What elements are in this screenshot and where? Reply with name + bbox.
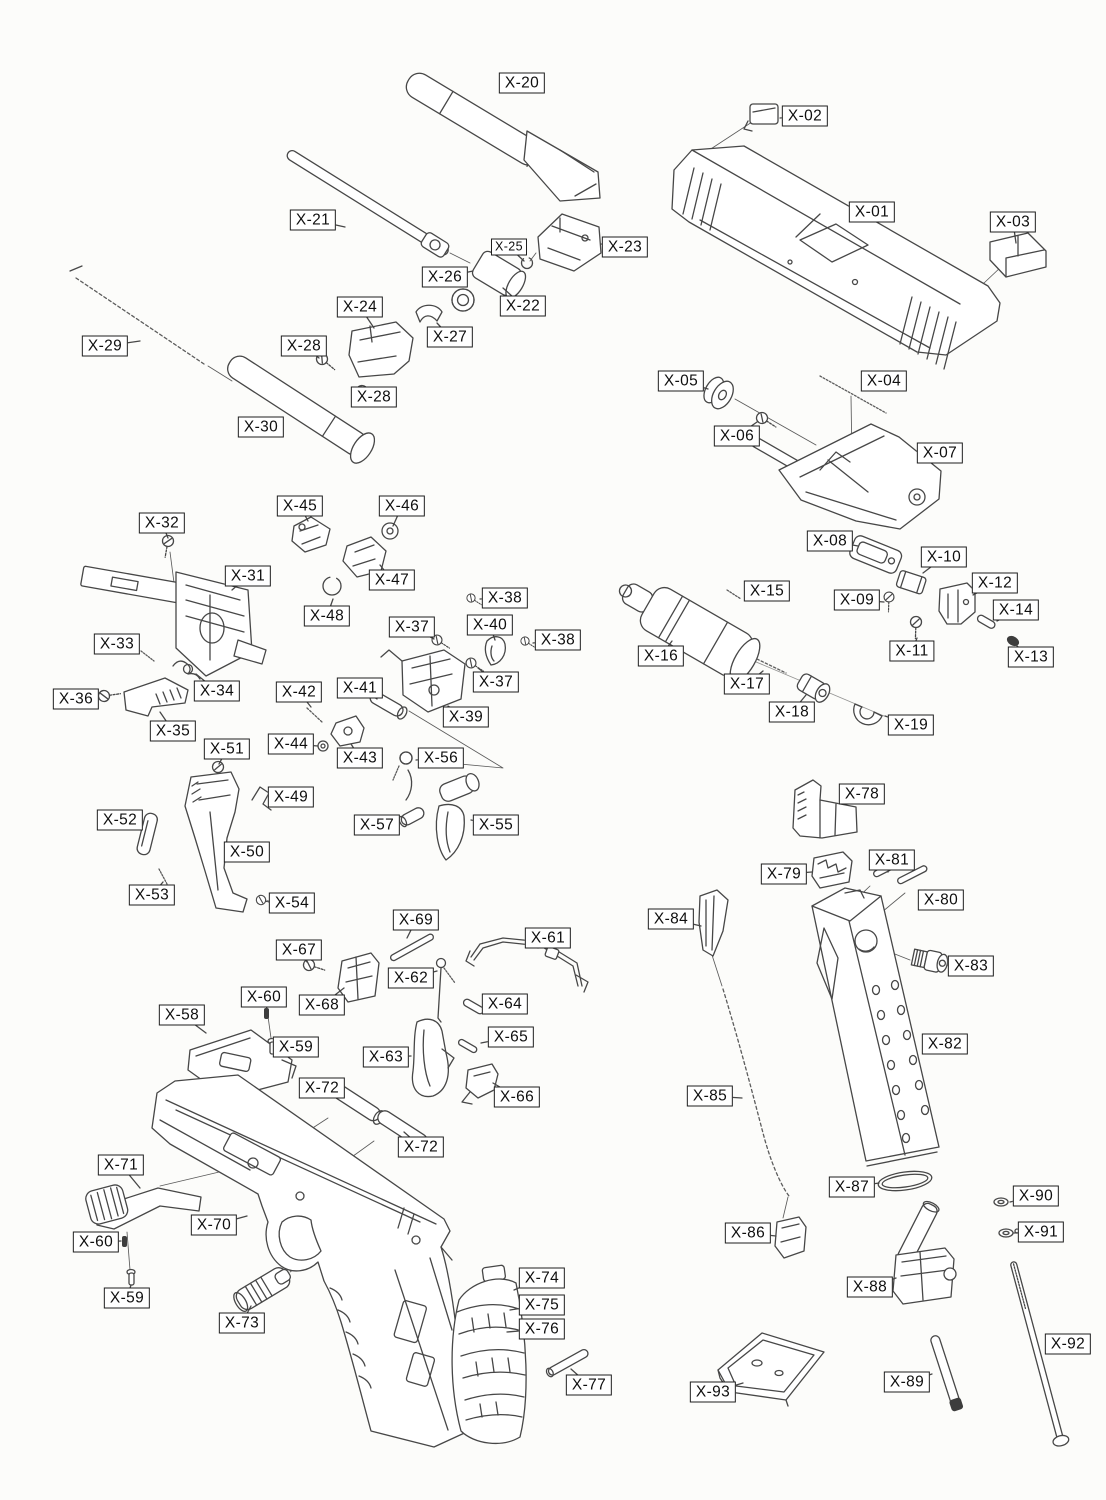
part-piston-head: [699, 373, 737, 412]
part-label-X-19: X-19: [888, 715, 934, 736]
part-label-X-69: X-69: [393, 910, 439, 931]
part-backstrap: [452, 1265, 526, 1443]
part-label-X-30: X-30: [238, 417, 284, 438]
part-washer: [318, 741, 328, 751]
part-label-X-84: X-84: [648, 909, 694, 930]
part-label-X-09: X-09: [834, 590, 880, 611]
part-pin: [458, 1038, 478, 1053]
part-barrel-clip: [416, 305, 442, 322]
part-label-X-33: X-33: [94, 634, 140, 655]
part-label-X-93: X-93: [690, 1382, 736, 1403]
part-label-X-01: X-01: [849, 202, 895, 223]
part-mag-catch: [812, 852, 852, 888]
part-frame: [152, 1075, 471, 1447]
part-valve-spring: [757, 659, 786, 673]
part-label-X-17: X-17: [724, 674, 770, 695]
part-label-X-13: X-13: [1008, 647, 1054, 668]
part-washer: [382, 523, 398, 539]
part-label-X-90: X-90: [1013, 1186, 1059, 1207]
part-label-X-28: X-28: [281, 336, 327, 357]
part-chamber-bracket: [349, 322, 413, 377]
part-rear-sight: [990, 233, 1046, 277]
part-label-X-92: X-92: [1045, 1334, 1091, 1355]
part-detent-ball: [393, 752, 412, 800]
part-label-X-55: X-55: [473, 815, 519, 836]
part-label-X-76: X-76: [519, 1319, 565, 1340]
part-small-spring: [307, 708, 322, 722]
part-label-X-82: X-82: [922, 1034, 968, 1055]
part-label-X-49: X-49: [268, 787, 314, 808]
part-washer: [994, 1198, 1008, 1206]
part-label-X-57: X-57: [354, 815, 400, 836]
part-o-ring: [877, 1168, 933, 1193]
part-label-X-03: X-03: [990, 212, 1036, 233]
part-lever-small: [462, 1064, 498, 1104]
part-label-X-91: X-91: [1018, 1222, 1064, 1243]
part-bracket: [939, 583, 975, 624]
part-spring-lever: [437, 959, 456, 1023]
part-nozzle: [608, 567, 765, 686]
part-label-X-45: X-45: [277, 496, 323, 517]
part-label-X-78: X-78: [839, 784, 885, 805]
part-label-X-20: X-20: [499, 73, 545, 94]
part-label-X-67: X-67: [276, 940, 322, 961]
part-label-X-37: X-37: [389, 617, 435, 638]
part-label-X-51: X-51: [204, 739, 250, 760]
part-label-X-36: X-36: [53, 689, 99, 710]
part-label-X-11: X-11: [889, 641, 934, 662]
part-label-X-73: X-73: [219, 1313, 265, 1334]
part-label-X-62: X-62: [388, 968, 434, 989]
part-label-X-18: X-18: [769, 702, 815, 723]
part-label-X-02: X-02: [782, 106, 828, 127]
part-label-X-59: X-59: [273, 1037, 319, 1058]
part-label-X-14: X-14: [993, 600, 1039, 621]
part-label-X-40: X-40: [467, 615, 513, 636]
part-label-X-29: X-29: [82, 336, 128, 357]
part-label-X-06: X-06: [714, 426, 760, 447]
part-tiny-screw: [127, 1270, 135, 1286]
part-hopup-chamber: [538, 214, 601, 271]
part-label-X-58: X-58: [159, 1005, 205, 1026]
part-label-X-80: X-80: [918, 890, 964, 911]
part-housing-cover: [848, 534, 903, 575]
part-inner-barrel: [285, 149, 450, 259]
part-label-X-42: X-42: [276, 682, 322, 703]
part-label-X-43: X-43: [337, 748, 383, 769]
part-small-block: [896, 570, 927, 595]
screw-icon: [910, 616, 922, 638]
part-sear-lever: [292, 517, 330, 552]
part-label-X-24: X-24: [337, 297, 383, 318]
part-label-X-44: X-44: [268, 734, 314, 755]
part-label-X-60: X-60: [241, 987, 287, 1008]
part-label-X-63: X-63: [363, 1047, 409, 1068]
part-label-X-46: X-46: [379, 496, 425, 517]
part-label-X-65: X-65: [488, 1027, 534, 1048]
part-label-X-88: X-88: [847, 1277, 893, 1298]
part-blowback-housing: [750, 424, 942, 529]
part-label-X-31: X-31: [225, 566, 271, 587]
part-label-X-12: X-12: [972, 573, 1018, 594]
screw-icon: [884, 592, 895, 612]
part-label-X-38: X-38: [482, 588, 528, 609]
part-magazine-body: [812, 888, 939, 1166]
part-gas-valve-block: [893, 1199, 956, 1304]
part-label-X-28: X-28: [351, 387, 397, 408]
part-label-X-27: X-27: [427, 327, 473, 348]
part-hopup-wheel: [452, 289, 474, 311]
part-label-X-64: X-64: [482, 994, 528, 1015]
part-pin: [545, 1348, 590, 1378]
part-follower: [699, 890, 728, 956]
part-ring: [323, 577, 341, 595]
part-label-X-16: X-16: [638, 646, 684, 667]
part-label-X-32: X-32: [139, 513, 185, 534]
part-label-X-54: X-54: [269, 893, 315, 914]
part-label-X-05: X-05: [658, 371, 704, 392]
part-loading-nozzle-cover: [744, 104, 778, 131]
part-label-X-71: X-71: [98, 1155, 144, 1176]
part-valve: [795, 671, 833, 704]
part-label-X-08: X-08: [807, 531, 853, 552]
part-block: [331, 716, 364, 746]
part-tiny-pin: [122, 1236, 127, 1247]
part-spring-seat: [775, 1217, 806, 1258]
part-pin: [398, 806, 426, 828]
screw-icon: [160, 535, 175, 559]
part-hammer: [412, 1019, 454, 1096]
screw-icon: [98, 688, 121, 702]
part-label-X-56: X-56: [418, 748, 464, 769]
part-label-X-60: X-60: [73, 1232, 119, 1253]
part-label-X-35: X-35: [150, 721, 196, 742]
part-label-X-22: X-22: [500, 296, 546, 317]
part-slide-stop: [124, 678, 188, 716]
part-label-X-85: X-85: [687, 1086, 733, 1107]
part-label-X-77: X-77: [566, 1375, 612, 1396]
part-label-X-10: X-10: [921, 547, 967, 568]
part-label-X-86: X-86: [725, 1223, 771, 1244]
part-pin: [390, 933, 435, 962]
part-small-spring: [727, 590, 741, 599]
part-tiny-pin: [264, 1008, 269, 1019]
part-slide: [672, 146, 1000, 369]
part-label-X-34: X-34: [194, 681, 240, 702]
part-c-clip: [522, 258, 533, 269]
part-label-X-70: X-70: [191, 1215, 237, 1236]
part-label-X-21: X-21: [290, 210, 336, 231]
part-label-X-15: X-15: [744, 581, 790, 602]
part-small-spring: [141, 651, 154, 661]
part-label-X-37: X-37: [473, 672, 519, 693]
part-label-X-23: X-23: [602, 237, 648, 258]
part-label-X-74: X-74: [519, 1268, 565, 1289]
part-label-X-39: X-39: [443, 707, 489, 728]
part-label-X-68: X-68: [299, 995, 345, 1016]
part-label-X-52: X-52: [97, 810, 143, 831]
part-mag-valve: [911, 947, 949, 974]
part-label-X-41: X-41: [337, 678, 383, 699]
part-takedown-lever: [84, 1183, 201, 1229]
part-valve-clamp: [854, 704, 882, 725]
part-label-X-38: X-38: [535, 630, 581, 651]
part-label-X-26: X-26: [422, 267, 468, 288]
part-fill-tube: [928, 1334, 964, 1412]
part-label-X-81: X-81: [869, 850, 915, 871]
part-label-X-59: X-59: [104, 1288, 150, 1309]
part-label-X-89: X-89: [884, 1372, 930, 1393]
part-label-X-75: X-75: [519, 1295, 565, 1316]
part-label-X-04: X-04: [861, 371, 907, 392]
part-label-X-25: X-25: [491, 239, 527, 256]
part-label-X-48: X-48: [304, 606, 350, 627]
part-label-X-61: X-61: [525, 928, 571, 949]
part-label-X-53: X-53: [129, 885, 175, 906]
part-label-X-72: X-72: [299, 1078, 345, 1099]
part-label-X-83: X-83: [948, 956, 994, 977]
part-label-X-72: X-72: [398, 1137, 444, 1158]
part-label-X-79: X-79: [761, 864, 807, 885]
part-label-X-66: X-66: [494, 1087, 540, 1108]
part-label-X-07: X-07: [917, 443, 963, 464]
part-lever: [485, 637, 505, 665]
part-label-X-87: X-87: [829, 1177, 875, 1198]
part-label-X-47: X-47: [369, 570, 415, 591]
part-pin-sleeve: [231, 1264, 295, 1314]
part-label-X-50: X-50: [224, 842, 270, 863]
